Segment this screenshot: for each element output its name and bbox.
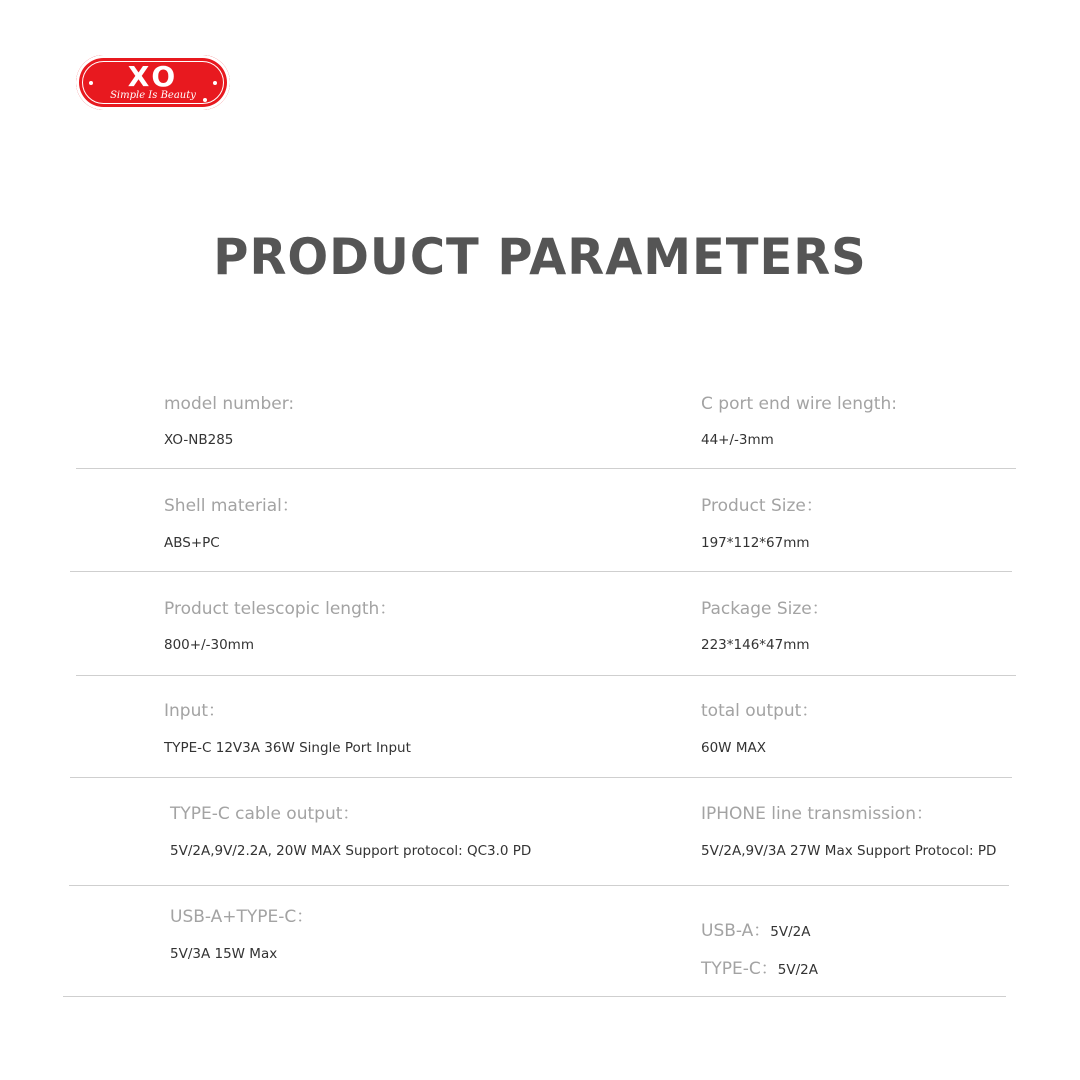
- row-divider: [70, 777, 1012, 778]
- shell-material-label: Shell material：: [164, 496, 299, 516]
- usb-a-type-c-value: 5V/3A 15W Max: [170, 946, 278, 962]
- row-divider: [76, 468, 1016, 469]
- telescopic-length-label: Product telescopic length：: [164, 599, 397, 619]
- type-c-cable-output-value: 5V/2A,9V/2.2A, 20W MAX Support protocol: QC3.0 PD: [170, 843, 532, 859]
- row-divider: [70, 571, 1012, 572]
- iphone-line-transmission-label: IPHONE line transmission：: [701, 804, 933, 824]
- input-label: Input：: [164, 701, 226, 721]
- logo-dot-bottom-right: [203, 98, 207, 102]
- brand-logo: [76, 55, 230, 110]
- product-size-label: Product Size：: [701, 496, 823, 516]
- iphone-line-transmission-value: 5V/2A,9V/3A 27W Max Support Protocol: PD: [701, 843, 997, 859]
- c-port-wire-length-label: C port end wire length:: [701, 394, 897, 414]
- product-size-value: 197*112*67mm: [701, 535, 810, 551]
- total-output-label: total output：: [701, 701, 819, 721]
- usb-a-line: [701, 920, 811, 943]
- model-number-value: XO-NB285: [164, 432, 234, 448]
- logo-dot-right: [213, 81, 217, 85]
- package-size-value: 223*146*47mm: [701, 637, 810, 653]
- usb-a-value: 5V/2A: [770, 924, 811, 940]
- package-size-label: Package Size：: [701, 599, 829, 619]
- type-c-value: 5V/2A: [777, 962, 818, 978]
- row-divider: [69, 885, 1009, 886]
- type-c-line: [701, 958, 818, 981]
- row-divider: [76, 675, 1016, 676]
- logo-dot-left: [89, 81, 93, 85]
- c-port-wire-length-value: 44+/-3mm: [701, 432, 774, 448]
- page-title: PRODUCT PARAMETERS: [213, 228, 867, 286]
- model-number-label: model number:: [164, 394, 295, 414]
- logo-mark: XO: [127, 60, 179, 93]
- logo-slogan: Simple Is Beauty: [110, 90, 196, 101]
- usb-a-type-c-label: USB-A+TYPE-C：: [170, 907, 314, 927]
- shell-material-value: ABS+PC: [164, 535, 220, 551]
- row-divider: [63, 996, 1006, 997]
- telescopic-length-value: 800+/-30mm: [164, 637, 254, 653]
- type-c-label: TYPE-C：: [701, 959, 778, 979]
- input-value: TYPE-C 12V3A 36W Single Port Input: [164, 740, 411, 756]
- type-c-cable-output-label: TYPE-C cable output：: [170, 804, 360, 824]
- usb-a-label: USB-A：: [701, 921, 771, 941]
- total-output-value: 60W MAX: [701, 740, 766, 756]
